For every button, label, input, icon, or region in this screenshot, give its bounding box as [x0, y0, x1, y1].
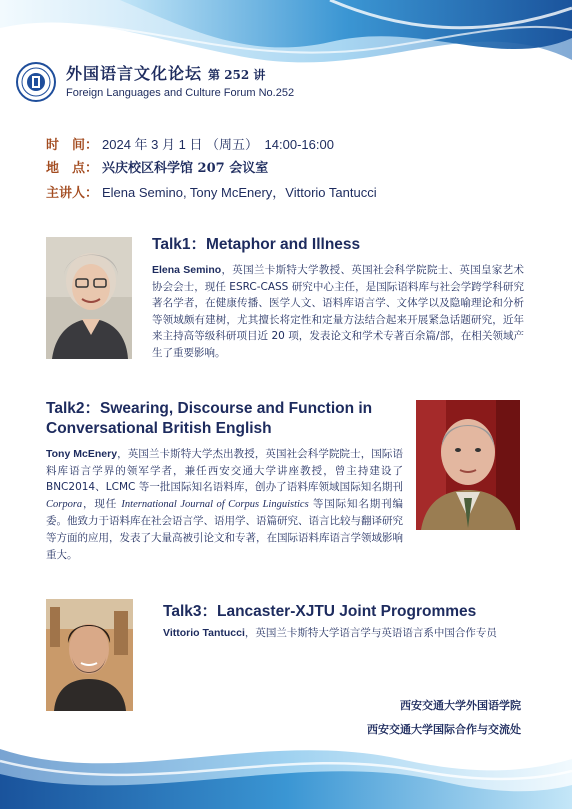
time-value: 2024 年 3 月 1 日 （周五） 14:00-16:00	[102, 137, 334, 152]
place-label: 地 点：	[46, 161, 99, 176]
time-row	[46, 133, 377, 157]
talk1-bio-text: ，英国兰卡斯特大学教授、英国社会科学院院士、英国皇家艺术协会会士，现任 ESRC-CASS 研究中心主任，是国际语料库与社会学跨学科研究著名学者，在健康传播、医学人文、语料库语言学、文体学以及隐喻理论和分析等领域颇有建树，尤其擅长将定性和定量方法结合起来开展紧急话题研究，近年来主持高等级科研项目近 20 项，发表论文和学术专著百余篇/部，在相关领域产生了重要影响。	[152, 264, 524, 359]
university-seal-icon	[16, 62, 56, 102]
talk2-bio-text1: ，英国兰卡斯特大学杰出教授，英国社会科学院院士，国际语料库语言学界的领军学者，兼任西安交通大学讲座教授，曾主持建设了 BNC2014、LCMC 等一批国际知名语料库，创办了语料库领域国际知名期刊	[46, 448, 403, 494]
top-wave-decoration	[0, 0, 572, 120]
organizer-1: 西安交通大学外国语学院	[400, 699, 521, 712]
bottom-wave-decoration	[0, 689, 572, 809]
forum-title-cn: 外国语言文化论坛	[66, 64, 203, 83]
speaker-label: 主讲人：	[46, 186, 99, 201]
talk2-title	[46, 399, 372, 439]
talk1-speaker: Elena Semino	[152, 264, 222, 276]
talk3-title: Talk3：Lancaster-XJTU Joint Progrommes	[163, 603, 477, 620]
talk2-journal1: Corpora	[46, 498, 83, 510]
talk2-bio-text3: 等国际知名期刊编委。他致力于语料库在社会语言学、语用学、语篇研究、语言比较与翻译研究等方面的应用，发表了大量高被引论文和专著，在国际语料库语言学领域影响重大。	[46, 497, 404, 561]
talk2-bio-part-a	[46, 446, 403, 563]
speaker-value: Elena Semino, Tony McEnery，Vittorio Tantucci	[102, 185, 377, 200]
talk3-bio	[163, 625, 535, 642]
forum-header	[16, 62, 294, 102]
tony-mcenery-photo	[416, 400, 520, 530]
talk2-title-line1: Talk2：Swearing, Discourse and Function in	[46, 400, 373, 417]
talk2-speaker: Tony McEnery	[46, 448, 118, 460]
talk3-bio-text: ，英国兰卡斯特大学语言学与英语语言系中国合作专员	[244, 627, 497, 639]
event-info	[46, 133, 377, 205]
forum-title	[66, 64, 294, 85]
talk2-bio-text2: ，现任	[82, 497, 122, 510]
talk1-bio	[152, 262, 524, 362]
talk3-speaker: Vittorio Tantucci	[163, 627, 245, 639]
organizer-2: 西安交通大学国际合作与交流处	[367, 723, 521, 736]
time-label: 时 间：	[46, 138, 99, 153]
talk2-journal2: International Journal of Corpus Linguistics	[121, 498, 309, 510]
talk2-title-line2: Conversational British English	[46, 420, 272, 437]
talk1-title: Talk1：Metaphor and Illness	[152, 236, 361, 253]
speaker-row	[46, 181, 377, 205]
forum-title-en: Foreign Languages and Culture Forum No.252	[66, 87, 295, 99]
place-value: 兴庆校区科学馆 207 会议室	[102, 161, 269, 176]
elena-semino-photo	[46, 237, 132, 359]
forum-issue: 第 252 讲	[208, 68, 266, 82]
place-row	[46, 157, 377, 181]
